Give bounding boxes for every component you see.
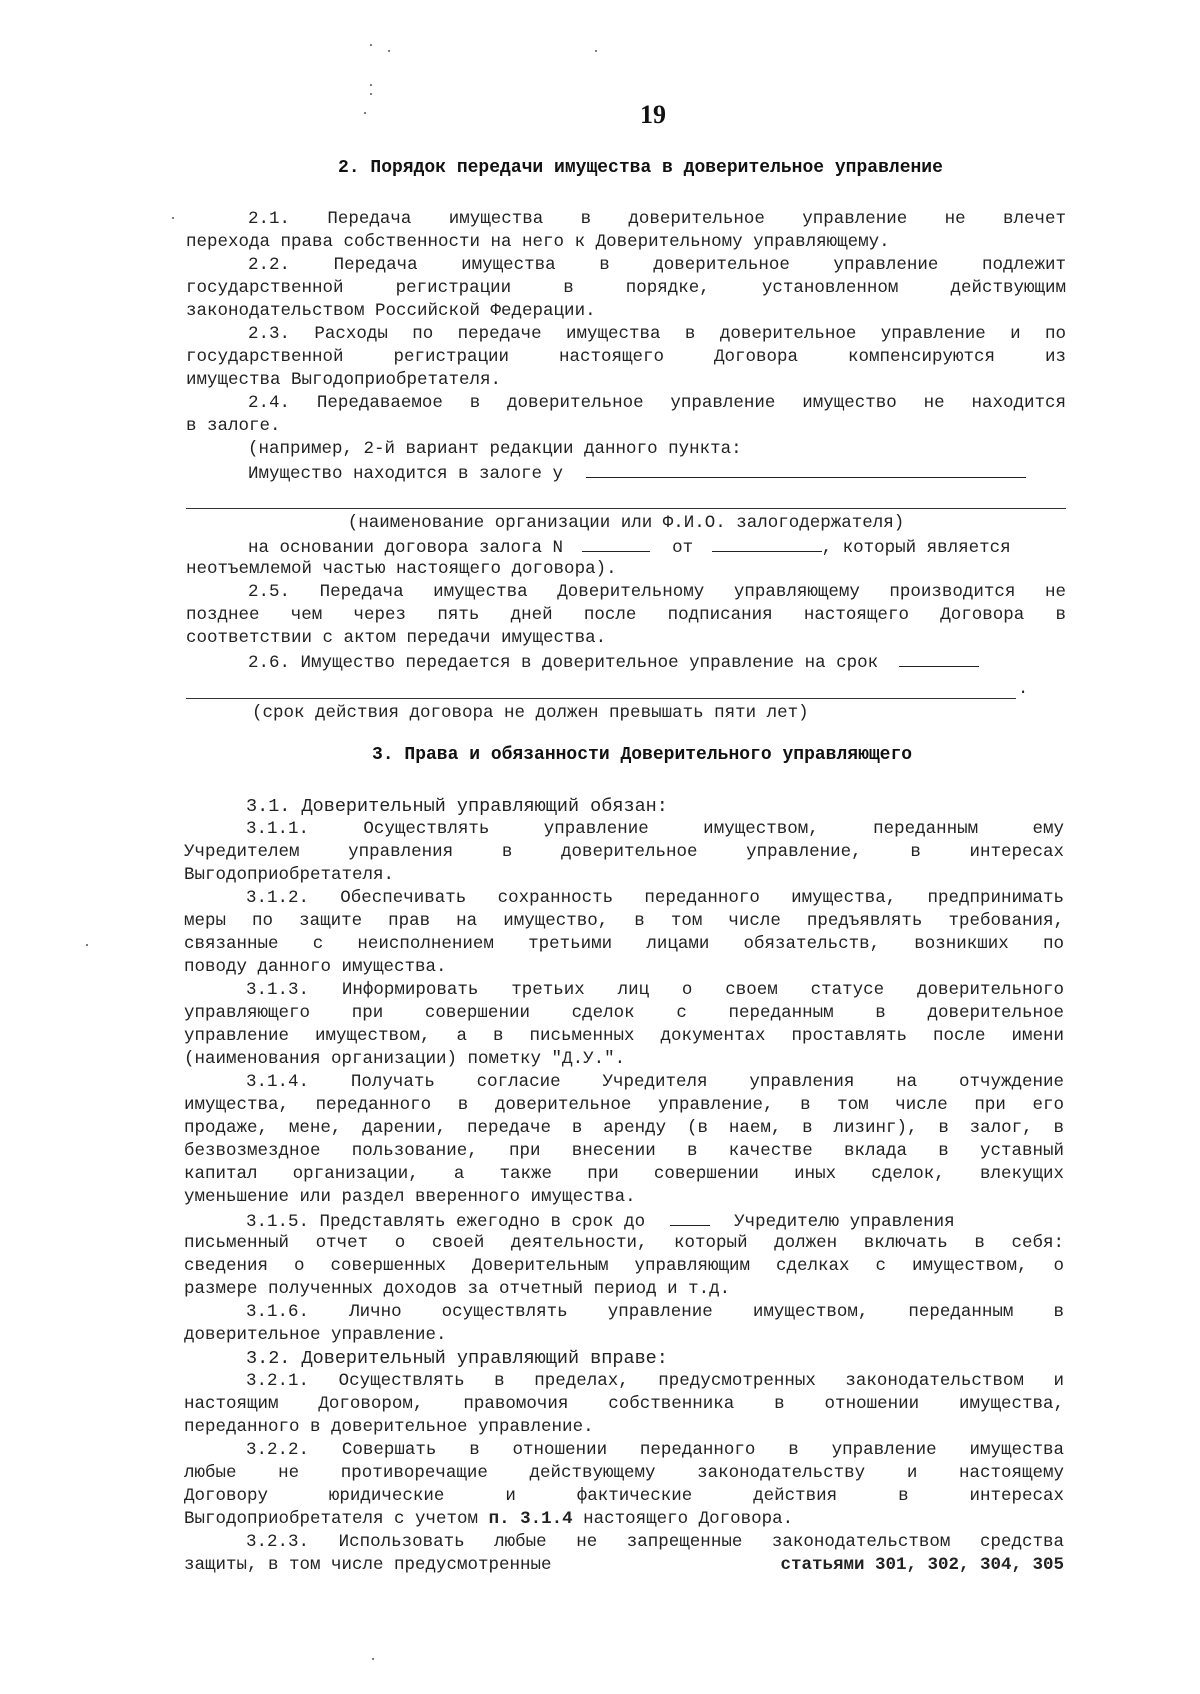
text-line: 2.4. Передаваемое в доверительное управление имущество не находится: [248, 393, 1066, 413]
blank-field: [670, 1209, 710, 1226]
pledge-line: [186, 461, 1066, 484]
section-3-title: 3. Права и обязанности Доверительного управляющего: [372, 745, 913, 765]
blank-field: [582, 535, 650, 552]
text-line: 3.1.5. Представлять ежегодно в срок до: [246, 1212, 646, 1232]
term-line: [186, 650, 1066, 673]
scan-speck: [172, 217, 174, 219]
text-line: в залоге.: [186, 416, 281, 436]
text-line: доверительное управление.: [184, 1325, 447, 1345]
text-line: 3.1.4. Получать согласие Учредителя управления на отчуждение: [246, 1072, 1064, 1092]
reference-line: [184, 1508, 1064, 1531]
scan-speck: [388, 50, 390, 52]
text-line: 2.2. Передача имущества в доверительное управление подлежит: [248, 255, 1066, 275]
section-3-body: [184, 795, 1064, 1577]
text-line: , который является: [821, 538, 1011, 558]
text-line: связанные с неисполнением третьими лицами обязательств, возникших по: [184, 934, 1064, 954]
text-line: имущества, переданного в доверительное управление, в том числе при его: [184, 1095, 1064, 1115]
clause-reference: п. 3.1.4: [488, 1509, 573, 1529]
blank-field: [712, 535, 822, 552]
section-2-title: 2. Порядок передачи имущества в доверительное управление: [338, 158, 943, 178]
text-line: 2.1. Передача имущества в доверительное управление не влечет: [248, 209, 1066, 229]
blank-field-line: [186, 698, 1016, 699]
text-line: 3.1.6. Лично осуществлять управление имуществом, переданным в: [246, 1302, 1064, 1322]
text-line: письменный отчет о своей деятельности, который должен включать в себя:: [184, 1233, 1064, 1253]
text-line: защиты, в том числе предусмотренные: [184, 1555, 552, 1575]
text-line: Имущество находится в залоге у: [248, 464, 564, 484]
text-line: 2.6. Имущество передается в доверительное управление на срок: [248, 653, 879, 673]
report-deadline-line: [184, 1209, 1064, 1232]
text-line: 3.2.3. Использовать любые не запрещенные законодательством средства: [246, 1532, 1064, 1552]
text-line: (наименования организации) пометку "Д.У.".: [184, 1049, 626, 1069]
articles-reference: статьями 301, 302, 304, 305: [780, 1555, 1064, 1575]
scan-speck: [370, 84, 372, 86]
text-line: Договору юридические и фактические действия в интересах: [184, 1486, 1064, 1506]
text-line: поводу данного имущества.: [184, 957, 447, 977]
page-number: 19: [640, 100, 666, 129]
section-2-body-cont: [186, 512, 1066, 673]
articles-line: [184, 1554, 1064, 1577]
text-line: неотъемлемой частью настоящего договора).: [186, 559, 617, 579]
blank-field: [586, 461, 1026, 478]
text-line: 3.1.3. Информировать третьих лиц о своем статусе доверительного: [246, 980, 1064, 1000]
blank-field: [899, 650, 979, 667]
text-line: Учредителю управления: [734, 1212, 955, 1232]
blank-field-line: [186, 508, 1066, 509]
text-line: 2.3. Расходы по передаче имущества в доверительное управление и по: [248, 324, 1066, 344]
scan-speck: [364, 112, 366, 114]
field-caption: (наименование организации или Ф.И.О. залогодержателя): [347, 513, 905, 533]
text-line: 3.2.1. Осуществлять в пределах, предусмотренных законодательством и: [246, 1371, 1064, 1391]
text-line: 3.2.2. Совершать в отношении переданного в управление имущества: [246, 1440, 1064, 1460]
text-line: от: [672, 538, 694, 558]
text-line: 3.1. Доверительный управляющий обязан:: [246, 796, 668, 817]
text-line: законодательством Российской Федерации.: [186, 301, 596, 321]
text-line: Выгодоприобретателя с учетом: [184, 1509, 479, 1529]
text-line: имущества Выгодоприобретателя.: [186, 370, 502, 390]
text-line: (например, 2-й вариант редакции данного пункта:: [248, 439, 742, 459]
text-line: соответствии с актом передачи имущества.: [186, 628, 607, 648]
field-caption: (срок действия договора не должен превышать пяти лет): [252, 703, 809, 723]
text-line: 3.1.2. Обеспечивать сохранность переданного имущества, предпринимать: [246, 888, 1064, 908]
text-line: Выгодоприобретателя.: [184, 865, 395, 885]
text-line: управляющего при совершении сделок с переданным в доверительное: [184, 1003, 1064, 1023]
text-line: на основании договора залога N: [248, 538, 564, 558]
text-line: размере полученных доходов за отчетный период и т.д.: [184, 1279, 731, 1299]
text-line: безвозмездное пользование, при внесении в качестве вклада в уставный: [184, 1141, 1064, 1161]
text-line: настоящим Договором, правомочия собственника в отношении имущества,: [184, 1394, 1064, 1414]
text-line: меры по защите прав на имущество, в том числе предъявлять требования,: [184, 911, 1064, 931]
text-line: 2.5. Передача имущества Доверительному управляющему производится не: [248, 582, 1066, 602]
text-line: 3.2. Доверительный управляющий вправе:: [246, 1348, 668, 1369]
text-line: перехода права собственности на него к Доверительному управляющему.: [186, 232, 890, 252]
text-line: переданного в доверительное управление.: [184, 1417, 594, 1437]
text-line: любые не противоречащие действующему законодательству и настоящему: [184, 1463, 1064, 1483]
text-line: капитал организации, а также при совершении иных сделок, влекущих: [184, 1164, 1064, 1184]
pledge-basis-line: [186, 535, 1066, 558]
text-line: управление имуществом, а в письменных документах проставлять после имени: [184, 1026, 1064, 1046]
scan-speck: [370, 93, 372, 95]
text-line: 3.1.1. Осуществлять управление имуществом, переданным ему: [246, 819, 1064, 839]
term-period: .: [1018, 680, 1029, 699]
text-line: Учредителем управления в доверительное управление, в интересах: [184, 842, 1064, 862]
text-line: государственной регистрации настоящего Договора компенсируются из: [186, 347, 1066, 367]
scan-speck: [372, 1658, 374, 1660]
text-line: продаже, мене, дарении, передаче в аренду (в наем, в лизинг), в залог, в: [184, 1118, 1064, 1138]
text-line: сведения о совершенных Доверительным управляющим сделках с имуществом, о: [184, 1256, 1064, 1276]
text-line: государственной регистрации в порядке, установленном действующим: [186, 278, 1066, 298]
text-line: уменьшение или раздел вверенного имущества.: [184, 1187, 636, 1207]
scan-speck: [595, 50, 597, 52]
text-line: позднее чем через пять дней после подписания настоящего Договора в: [186, 605, 1066, 625]
text-line: настоящего Договора.: [583, 1509, 794, 1529]
section-2-body: [186, 208, 1066, 484]
scan-speck: [370, 44, 372, 46]
scan-speck: [86, 944, 88, 946]
